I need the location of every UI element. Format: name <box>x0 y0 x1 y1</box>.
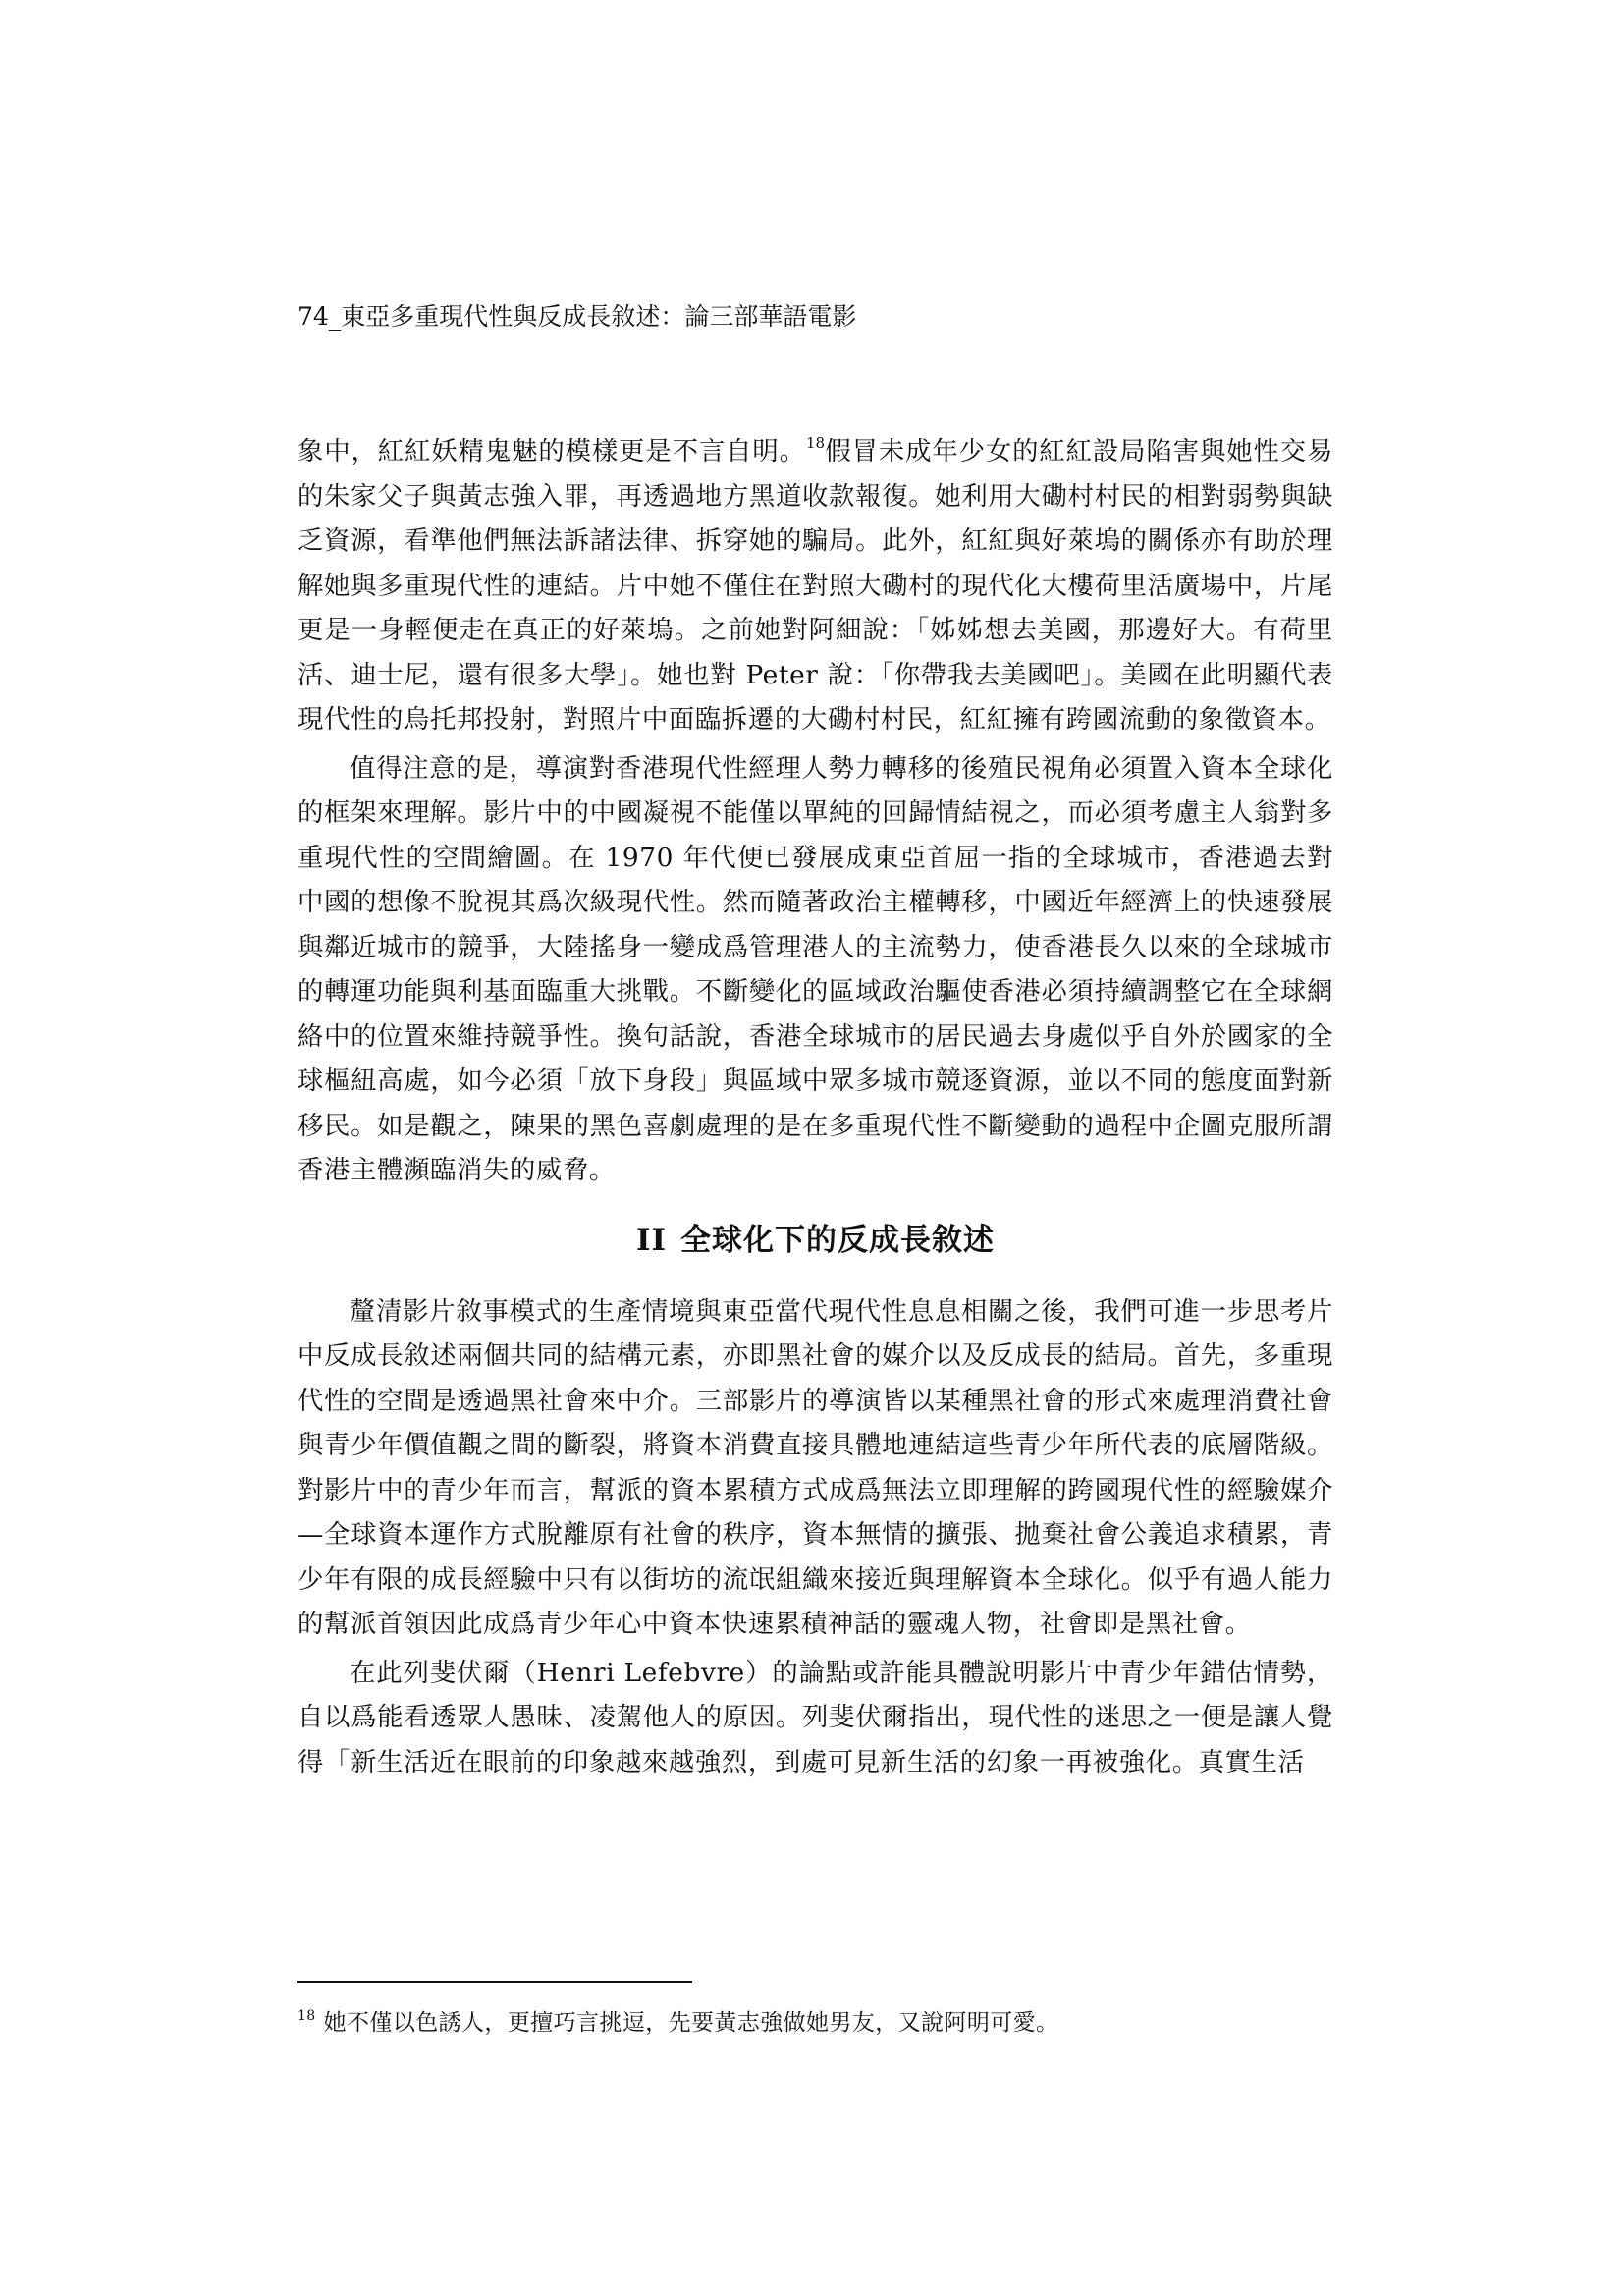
paragraph-1-rest: 假冒未成年少女的紅紅設局陷害與她性交易的朱家父子與黃志強入罪，再透過地方黑道收款報復。她利用大磡村村民的相對弱勢與缺乏資源，看準他們無法訴諸法律、拆穿她的騙局。此外，紅紅與好萊塢的關係亦有助於理解她與多重現代性的連結。片中她不僅住在對照大磡村的現代化大樓荷里活廣場中，片尾更是一身輕便走在真正的好萊塢。之前她對阿細說：「姊姊想去美國，那邊好大。有荷里活、迪士尼，還有很多大學」。她也對 Peter 說：「你帶我去美國吧」。美國在此明顯代表現代性的烏托邦投射，對照片中面臨拆遷的大磡村村民，紅紅擁有跨國流動的象徵資本。 <box>297 436 1333 735</box>
section-number: II <box>635 1222 667 1258</box>
paragraph-3: 釐清影片敘事模式的生產情境與東亞當代現代性息息相關之後，我們可進一步思考片中反成長敘述兩個共同的結構元素，亦即黑社會的媒介以及反成長的結局。首先，多重現代性的空間是透過黑社會來中介。三部影片的導演皆以某種黑社會的形式來處理消費社會與青少年價值觀之間的斷裂，將資本消費直接具體地連結這些青少年所代表的底層階級。對影片中的青少年而言，幫派的資本累積方式成爲無法立即理解的跨國現代性的經驗媒介—全球資本運作方式脫離原有社會的秩序，資本無情的擴張、拋棄社會公義追求積累，青少年有限的成長經驗中只有以街坊的流氓組織來接近與理解資本全球化。似乎有過人能力的幫派首領因此成爲青少年心中資本快速累積神話的靈魂人物，社會即是黑社會。 <box>297 1295 1333 1639</box>
section-heading <box>297 1218 1333 1263</box>
footnote-text: 她不僅以色誘人，更擅巧言挑逗，先要黃志強做她男友，又說阿明可愛。 <box>323 2010 1059 2036</box>
section-title: 全球化下的反成長敘述 <box>680 1222 995 1258</box>
paragraph-4: 在此列斐伏爾（Henri Lefebvre）的論點或許能具體說明影片中青少年錯估情勢，自以爲能看透眾人愚昧、凌駕他人的原因。列斐伏爾指出，現代性的迷思之一便是讓人覺得「新生活近在眼前的印象越來越強烈，到處可見新生活的幻象一再被強化。真實生活 <box>297 1657 1333 1777</box>
paragraph-1-start: 象中，紅紅妖精鬼魅的模樣更是不言自明。 <box>297 436 806 466</box>
body-text <box>297 429 1333 1784</box>
running-head: 74_東亞多重現代性與反成長敘述：論三部華語電影 <box>297 302 857 331</box>
footnote-number: 18 <box>297 2008 316 2024</box>
paragraph-2: 值得注意的是，導演對香港現代性經理人勢力轉移的後殖民視角必須置入資本全球化的框架來理解。影片中的中國凝視不能僅以單純的回歸情結視之，而必須考慮主人翁對多重現代性的空間繪圖。在 1970 年代便已發展成東亞首屈一指的全球城市，香港過去對中國的想像不脫視其爲次級現代性。然而隨著政治主權轉移，中國近年經濟上的快速發展與鄰近城市的競爭，大陸搖身一變成爲管理港人的主流勢力，使香港長久以來的全球城市的轉運功能與利基面臨重大挑戰。不斷變化的區域政治驅使香港必須持續調整它在全球網絡中的位置來維持競爭性。換句話說，香港全球城市的居民過去身處似乎自外於國家的全球樞紐高處，如今必須「放下身段」與區域中眾多城市競逐資源，並以不同的態度面對新移民。如是觀之，陳果的黑色喜劇處理的是在多重現代性不斷變動的過程中企圖克服所謂香港主體瀕臨消失的威脅。 <box>297 752 1333 1185</box>
footnote-reference: 18 <box>805 434 826 452</box>
paragraph-1 <box>297 429 1333 742</box>
footnote <box>297 2006 1058 2040</box>
footnote-divider <box>297 1981 692 1983</box>
